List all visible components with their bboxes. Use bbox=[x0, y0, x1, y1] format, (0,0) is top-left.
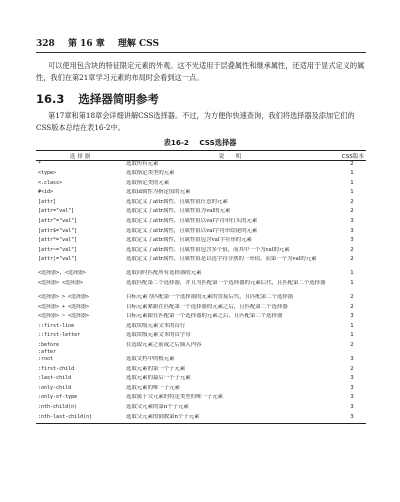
description-cell: 选取同时匹配所有选择器的元素 bbox=[126, 270, 202, 277]
table-row bbox=[36, 394, 366, 404]
table-row bbox=[36, 366, 366, 376]
css-version-cell: 2 bbox=[350, 198, 354, 205]
description-cell: 选取块级元素文本的首行 bbox=[126, 322, 186, 329]
selector-cell: :first-child bbox=[38, 365, 75, 372]
table-row bbox=[36, 170, 366, 180]
section-title: 选择器简明参考 bbox=[78, 92, 159, 106]
css-version-cell: 3 bbox=[350, 227, 354, 234]
selector-table bbox=[36, 150, 366, 424]
css-version-cell: 3 bbox=[350, 218, 354, 225]
intro-paragraph: 可以使用包含块的特征限定元素的外观。这不光适用于层叠属性和继承属性，还适用于显式定义的属性，我们在第21章学习元素的布局时会看到这一点。 bbox=[36, 61, 365, 82]
table-row bbox=[36, 385, 366, 395]
table-row bbox=[36, 404, 366, 414]
selector-cell: :nth-child(n) bbox=[38, 403, 78, 410]
chapter-title: 理解 CSS bbox=[117, 39, 159, 49]
selector-cell: ::first-line bbox=[38, 322, 75, 329]
selector-cell: <选择器> > <选择器> bbox=[38, 294, 90, 301]
css-version-cell: 3 bbox=[350, 384, 354, 391]
description-cell: 选取块级元素文本的首字母 bbox=[126, 332, 191, 339]
table-header-row bbox=[36, 151, 366, 161]
table-body bbox=[36, 161, 366, 424]
selector-cell: <type> bbox=[38, 170, 57, 177]
css-version-cell: 3 bbox=[350, 237, 354, 244]
table-row bbox=[36, 356, 366, 366]
css-version-cell: 2 bbox=[350, 294, 354, 301]
selector-cell: [attr|="val"] bbox=[38, 256, 78, 263]
css-version-cell: 3 bbox=[350, 394, 354, 401]
description-cell: 选取定义了attr属性，且属性值为val的元素 bbox=[126, 208, 231, 215]
table-row bbox=[36, 414, 366, 424]
selector-cell: :root bbox=[38, 356, 54, 362]
table-row bbox=[36, 237, 366, 247]
selector-cell: [attr="val"] bbox=[38, 208, 75, 215]
selector-cell: <选择器> + <选择器> bbox=[38, 303, 90, 310]
section-number: 16.3 bbox=[36, 92, 65, 106]
selector-cell: ::first-letter bbox=[38, 332, 81, 339]
description-cell: 选取父元素的第n个子元素 bbox=[126, 403, 189, 410]
selector-cell: [attr] bbox=[38, 198, 57, 205]
description-cell: 选取元素的唯一子元素 bbox=[126, 384, 180, 391]
running-header bbox=[36, 36, 366, 53]
css-version-cell: 3 bbox=[350, 313, 354, 320]
table-row bbox=[36, 313, 366, 323]
selector-cell: [attr*="val"] bbox=[38, 237, 78, 244]
table-row bbox=[36, 228, 366, 238]
table-row bbox=[36, 332, 366, 342]
description-cell: 选取定义了attr属性，且属性值包含val字符串的元素 bbox=[126, 237, 252, 244]
description-cell: 选取id属性为指定值的元素 bbox=[126, 189, 191, 196]
css-version-cell: 1 bbox=[350, 332, 354, 339]
table-row bbox=[36, 294, 366, 304]
selector-cell: <选择器>, <选择器> bbox=[38, 270, 87, 277]
table-row bbox=[36, 304, 366, 314]
description-cell: 目标元素紧跟在匹配第一个选择器的元素之后，且匹配第二个选择器 bbox=[126, 303, 288, 310]
column-header-css-version: CSS版本 bbox=[336, 151, 366, 161]
selector-cell: #<id> bbox=[38, 189, 54, 196]
table-row bbox=[36, 247, 366, 257]
selector-cell: <.class> bbox=[38, 179, 63, 186]
description-cell: 选取定义了attr属性，且属性值以val字符串打头的元素 bbox=[126, 218, 258, 225]
css-version-cell: 1 bbox=[350, 179, 354, 186]
table-row bbox=[36, 218, 366, 228]
table-row bbox=[36, 342, 366, 356]
chapter-label: 第 16 章 bbox=[67, 39, 105, 49]
description-cell: 选取指定类型的元素 bbox=[126, 170, 175, 177]
description-cell: 选取元素的第一个子元素 bbox=[126, 365, 186, 372]
css-version-cell: 1 bbox=[350, 189, 354, 196]
description-cell: 选取所有元素 bbox=[126, 161, 159, 167]
description-cell: 选取匹配第二个选择器，并且为匹配第一个选择器的元素后代，且匹配第二个选择器 bbox=[126, 280, 326, 287]
column-header-description: 说 明 bbox=[124, 151, 336, 161]
description-cell: 选取定义了attr属性，且属性值包含多个值，而其中一个为val的元素 bbox=[126, 246, 290, 253]
selector-cell: [attr~="val"] bbox=[38, 246, 78, 253]
selector-cell: [attr^="val"] bbox=[38, 218, 78, 225]
table-row bbox=[36, 280, 366, 294]
description-cell: 选取定义了attr属性，且属性值是以连字符分割的一串值，而第一个为val的元素 bbox=[126, 256, 317, 263]
css-version-cell: 1 bbox=[350, 322, 354, 329]
selector-cell: :nth-last-child(n) bbox=[36, 414, 124, 424]
css-version-cell: 2 bbox=[350, 161, 354, 167]
table-row bbox=[36, 270, 366, 280]
description-cell: 选取元素的最后一个子元素 bbox=[126, 375, 191, 382]
section-paragraph: 第17章和第18章会详细讲解CSS选择器。不过，为方便你快速查询，我们将选择器及添加它们的CSS版本总结在表16-2中。 bbox=[36, 111, 355, 132]
css-version-cell: 2 bbox=[350, 246, 354, 253]
table-caption-title: CSS选择器 bbox=[199, 138, 237, 147]
css-version-cell: 3 bbox=[350, 375, 354, 382]
table-caption bbox=[0, 138, 400, 148]
description-cell: 选取定义了attr属性，且属性值以val字符串结尾的元素 bbox=[126, 227, 258, 234]
selector-cell: <选择器> <选择器> bbox=[38, 280, 84, 287]
description-cell: 目标元素为匹配第一个选择器的元素的直接后代，且匹配第二个选择器 bbox=[126, 294, 294, 301]
table-row bbox=[36, 375, 366, 385]
table-row bbox=[36, 180, 366, 190]
css-version-cell: 1 bbox=[350, 270, 354, 277]
table-caption-number: 表16-2 bbox=[163, 138, 189, 147]
description-cell: 选取文档中的根元素 bbox=[126, 356, 175, 362]
description-cell: 目标元素跟在匹配第一个选择器的元素之后，且匹配第二个选择器 bbox=[126, 313, 283, 320]
column-header-selector: 选 择 器 bbox=[36, 151, 124, 161]
css-version-cell: 3 bbox=[350, 356, 354, 362]
css-version-cell: 3 bbox=[350, 403, 354, 410]
table-row bbox=[36, 199, 366, 209]
selector-cell: [attr$="val"] bbox=[38, 227, 78, 234]
selector-cell: :before :after bbox=[38, 342, 60, 355]
description-cell: 选取属于父元素的特定类型的唯一子元素 bbox=[126, 394, 224, 401]
selector-cell: :only-of-type bbox=[38, 394, 78, 401]
description-cell: 选取指定类的元素 bbox=[126, 179, 170, 186]
css-version-cell: 2 bbox=[350, 303, 354, 310]
table-row bbox=[36, 208, 366, 218]
css-version-cell: 2 bbox=[350, 365, 354, 372]
css-version-cell: 3 bbox=[336, 414, 366, 424]
selector-cell: * bbox=[38, 161, 42, 167]
css-version-cell: 2 bbox=[350, 256, 354, 263]
table-row bbox=[36, 256, 366, 270]
page-number: 328 bbox=[36, 39, 55, 49]
table-row bbox=[36, 189, 366, 199]
table-row bbox=[36, 161, 366, 171]
section-heading bbox=[36, 91, 159, 107]
selector-cell: :only-child bbox=[38, 384, 72, 391]
css-version-cell: 1 bbox=[350, 280, 354, 287]
selector-cell: <选择器> ~ <选择器> bbox=[38, 313, 90, 320]
selector-cell: :last-child bbox=[38, 375, 72, 382]
css-version-cell: 2 bbox=[350, 342, 354, 348]
description-cell: 在选取元素之前或之后插入内容 bbox=[126, 342, 202, 348]
table-row bbox=[36, 323, 366, 333]
css-version-cell: 2 bbox=[350, 208, 354, 215]
description-cell: 选取父元素的倒数第n个子元素 bbox=[124, 414, 336, 424]
description-cell: 选取定义了attr属性，且属性值任意的元素 bbox=[126, 198, 228, 205]
css-version-cell: 1 bbox=[350, 170, 354, 177]
